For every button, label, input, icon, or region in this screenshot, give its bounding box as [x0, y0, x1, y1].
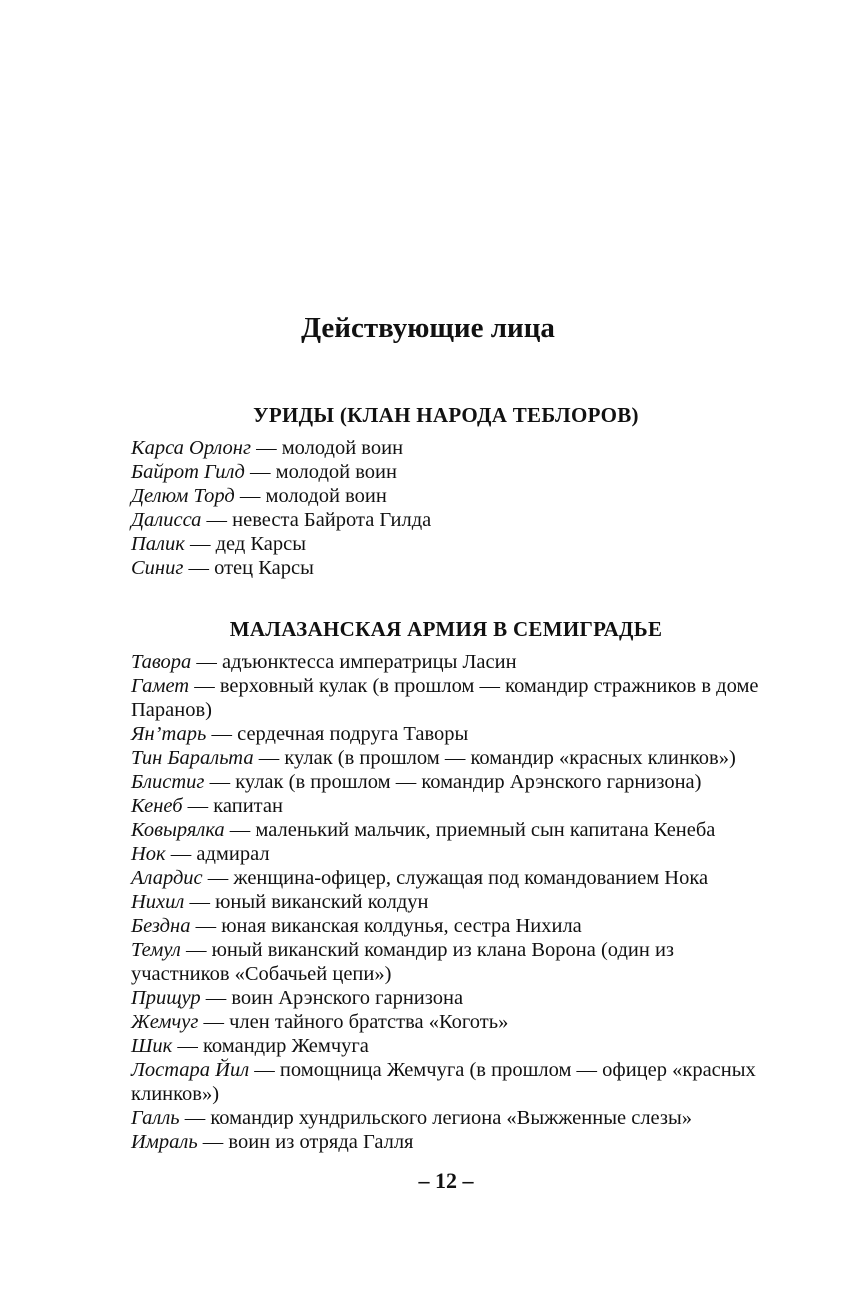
character-name: Шик: [131, 1035, 173, 1057]
character-description: — невеста Байрота Гилда: [201, 509, 432, 531]
character-name: Байрот Гилд: [131, 461, 245, 483]
character-description: — отец Карсы: [183, 557, 314, 579]
list-item: [131, 436, 771, 460]
list-item: [131, 460, 771, 484]
character-description: — молодой воин: [244, 461, 397, 483]
list-item: [131, 794, 771, 818]
list-item: [131, 1130, 771, 1154]
character-list-malazan-army: [131, 650, 771, 1154]
page-number: – 12 –: [418, 1168, 474, 1193]
character-name: Тин Баральта: [131, 747, 254, 769]
character-name: Делюм Торд: [131, 485, 235, 507]
character-name: Темул: [131, 939, 181, 961]
list-item: [131, 770, 771, 794]
character-name: Палик: [131, 533, 185, 555]
character-description: — командир хундрильского легиона «Выжженные слезы»: [179, 1107, 693, 1129]
character-name: Имраль: [131, 1131, 198, 1153]
character-description: — юный виканский командир из клана Ворона (один из участников «Собачьей цепи»): [131, 939, 675, 985]
list-item: [131, 1034, 771, 1058]
character-name: Синиг: [131, 557, 184, 579]
character-description: — командир Жемчуга: [172, 1035, 369, 1057]
list-item: [131, 842, 771, 866]
list-item: [131, 818, 771, 842]
character-description: — молодой воин: [250, 437, 404, 459]
character-description: — женщина-офицер, служащая под командованием Нока: [202, 867, 709, 889]
list-item: [131, 1058, 771, 1106]
list-item: [131, 914, 771, 938]
character-name: Карса Орлонг: [131, 437, 251, 459]
character-description: — юная виканская колдунья, сестра Нихила: [190, 915, 582, 937]
list-item: [131, 1010, 771, 1034]
list-item: [131, 650, 771, 674]
list-item: [131, 508, 771, 532]
list-item: [131, 722, 771, 746]
character-description: — кулак (в прошлом — командир «красных клинков»): [253, 747, 736, 769]
character-description: — воин Арэнского гарнизона: [200, 987, 464, 1009]
character-name: Ян’тарь: [131, 723, 207, 745]
character-name: Бездна: [131, 915, 191, 937]
character-list-urids: [131, 436, 771, 580]
list-item: [131, 484, 771, 508]
character-description: — помощница Жемчуга (в прошлом — офицер «красных клинков»): [131, 1059, 756, 1105]
list-item: [131, 938, 771, 986]
character-description: — адъюнктесса императрицы Ласин: [191, 651, 517, 673]
character-description: — сердечная подруга Таворы: [206, 723, 469, 745]
character-name: Нихил: [131, 891, 185, 913]
character-description: — молодой воин: [234, 485, 387, 507]
character-name: Лостара Йил: [131, 1059, 250, 1081]
character-name: Прищур: [131, 987, 201, 1009]
character-description: — дед Карсы: [184, 533, 307, 555]
character-name: Блистиг: [131, 771, 205, 793]
character-name: Галль: [131, 1107, 180, 1129]
character-description: — адмирал: [165, 843, 270, 865]
character-description: — верховный кулак (в прошлом — командир стражников в доме Паранов): [131, 675, 759, 721]
list-item: [131, 556, 771, 580]
list-item: [131, 532, 771, 556]
character-description: — член тайного братства «Коготь»: [198, 1011, 509, 1033]
character-name: Ковырялка: [131, 819, 225, 841]
character-description: — маленький мальчик, приемный сын капитана Кенеба: [224, 819, 716, 841]
character-description: — кулак (в прошлом — командир Арэнского гарнизона): [204, 771, 702, 793]
section-heading-urids: УРИДЫ (КЛАН НАРОДА ТЕБЛОРОВ): [253, 403, 639, 427]
character-name: Жемчуг: [131, 1011, 199, 1033]
character-name: Кенеб: [131, 795, 183, 817]
list-item: [131, 890, 771, 914]
character-name: Тавора: [131, 651, 192, 673]
list-item: [131, 866, 771, 890]
list-item: [131, 674, 771, 722]
character-description: — воин из отряда Галля: [197, 1131, 414, 1153]
section-heading-malazan-army: МАЛАЗАНСКАЯ АРМИЯ В СЕМИГРАДЬЕ: [229, 617, 663, 641]
list-item: [131, 986, 771, 1010]
list-item: [131, 1106, 771, 1130]
character-description: — капитан: [182, 795, 283, 817]
character-description: — юный виканский колдун: [184, 891, 429, 913]
character-name: Гамет: [131, 675, 190, 697]
list-item: [131, 746, 771, 770]
character-name: Далисса: [131, 509, 202, 531]
character-name: Алардис: [131, 867, 203, 889]
character-name: Нок: [131, 843, 166, 865]
page-title: Действующие лица: [301, 312, 555, 344]
